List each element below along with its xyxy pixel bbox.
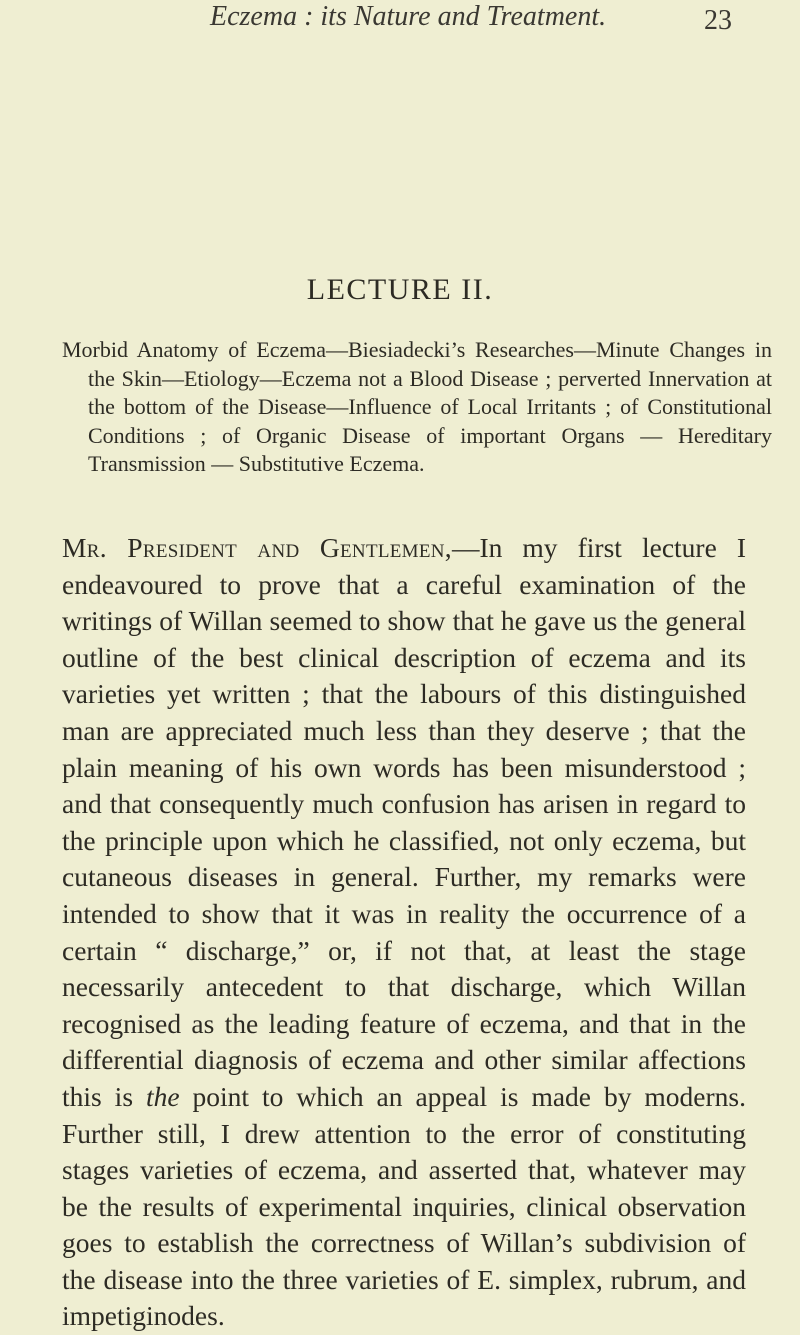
lecture-heading: LECTURE II. [306, 273, 494, 306]
body-text-part-1: —In my first lecture I endeavoured to prove that a careful examination of the writings of Willan seemed to show that he gave us the general outline of the best clinical description of eczema and its varieties yet written ; that the labours of this distinguished man are appreciated much less than they deserve ; that the plain meaning of his own words has been misunderstood ; and that consequently much confusion has arisen in regard to the principle upon which he classified, not only eczema, but cutaneous diseases in general. Further, my remarks were intended to show that it was in reality the occurrence of a certain “ discharge,” or, if not that, at least the stage necessarily antecedent to that discharge, which Willan recognised as the leading feature of eczema, and that in the differential diagnosis of eczema and other similar affections this is [62, 532, 746, 1112]
running-head-title: Eczema : its Nature and Treatment. [210, 1, 607, 32]
salutation: Mr. President and Gentlemen, [62, 532, 452, 563]
lecture-synopsis: Morbid Anatomy of Eczema—Biesiadecki’s Researches—Minute Changes in the Skin—Etiology—Eczema not a Blood Disease ; perverted Innervation at the bottom of the Disease—Influence of Local Irritants ; of Constitutional Conditions ; of Organic Disease of important Organs — Hereditary Transmission — Substitutive Eczema. [62, 337, 772, 476]
body-text-part-2: point to which an appeal is made by moderns. Further still, I drew attention to the error of constituting stages varieties of eczema, and asserted that, whatever may be the results of experimental inquiries, clinical observation goes to establish the correctness of Willan’s subdivision of the disease into the three varieties of E. simplex, rubrum, and impetiginodes. [62, 1080, 746, 1332]
page-number: 23 [704, 5, 732, 36]
body-paragraph [62, 530, 746, 1335]
emphasized-word: the [145, 1080, 180, 1112]
